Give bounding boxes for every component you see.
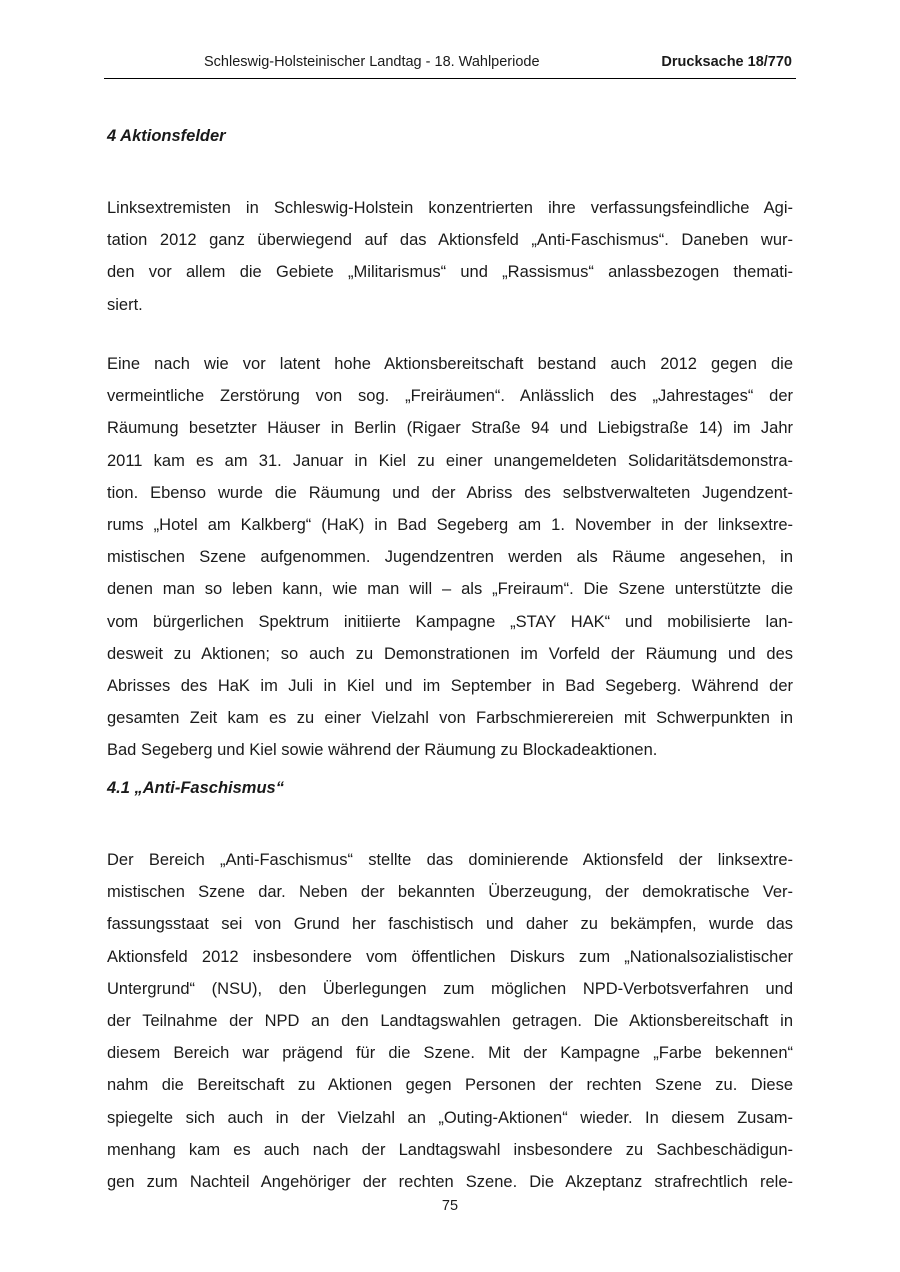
paragraph-line: Der Bereich „Anti-Faschismus“ stellte das dominierende Aktionsfeld der linksextre- — [107, 851, 793, 869]
paragraph-line: mistischen Szene aufgenommen. Jugendzentren werden als Räume angesehen, in — [107, 548, 793, 567]
page-header — [104, 52, 796, 79]
page-number: 75 — [441, 1198, 459, 1214]
paragraph-line: Abrisses des HaK im Juli in Kiel und im September in Bad Segeberg. Während der — [107, 677, 793, 696]
paragraph-line: gesamten Zeit kam es zu einer Vielzahl von Farbschmierereien mit Schwerpunkten in — [107, 709, 793, 728]
paragraph-line: tion. Ebenso wurde die Räumung und der Abriss des selbstverwalteten Jugendzent- — [107, 483, 793, 502]
paragraph-line: Linksextremisten in Schleswig-Holstein konzentrierten ihre verfassungsfeindliche Agi- — [107, 199, 793, 217]
paragraph-line: Eine nach wie vor latent hohe Aktionsbereitschaft bestand auch 2012 gegen die — [107, 355, 793, 373]
paragraph-line: nahm die Bereitschaft zu Aktionen gegen Personen der rechten Szene zu. Diese — [107, 1076, 793, 1095]
paragraph-line: denen man so leben kann, wie man will – als „Freiraum“. Die Szene unterstützte die — [107, 580, 793, 599]
paragraph-line: der Teilnahme der NPD an den Landtagswahlen getragen. Die Aktionsbereitschaft in — [107, 1012, 793, 1031]
header-title: Schleswig-Holsteinischer Landtag - 18. Wahlperiode — [204, 54, 540, 70]
paragraph-3 — [107, 844, 793, 1198]
paragraph-line: Räumung besetzter Häuser in Berlin (Rigaer Straße 94 und Liebigstraße 14) im Jahr — [107, 419, 793, 438]
paragraph-line: diesem Bereich war prägend für die Szene. Mit der Kampagne „Farbe bekennen“ — [107, 1044, 793, 1063]
section-heading: 4 Aktionsfelder — [107, 127, 226, 145]
paragraph-line: rums „Hotel am Kalkberg“ (HaK) in Bad Segeberg am 1. November in der linksextre- — [107, 516, 793, 535]
paragraph-line: fassungsstaat sei von Grund her faschistisch und daher zu bekämpfen, wurde das — [107, 915, 793, 934]
paragraph-line: vermeintliche Zerstörung von sog. „Freiräumen“. Anlässlich des „Jahrestages“ der — [107, 387, 793, 406]
paragraph-line: 2011 kam es am 31. Januar in Kiel zu einer unangemeldeten Solidaritätsdemonstra- — [107, 451, 793, 470]
paragraph-line: tation 2012 ganz überwiegend auf das Aktionsfeld „Anti-Faschismus“. Daneben wur- — [107, 231, 793, 250]
paragraph-line: menhang kam es auch nach der Landtagswahl insbesondere zu Sachbeschädigun- — [107, 1140, 793, 1159]
paragraph-line: Untergrund“ (NSU), den Überlegungen zum möglichen NPD-Verbotsverfahren und — [107, 979, 793, 998]
subsection-heading: 4.1 „Anti-Faschismus“ — [107, 779, 284, 797]
paragraph-line: spiegelte sich auch in der Vielzahl an „Outing-Aktionen“ wieder. In diesem Zusam- — [107, 1108, 793, 1127]
paragraph-line: desweit zu Aktionen; so auch zu Demonstrationen im Vorfeld der Räumung und des — [107, 644, 793, 663]
paragraph-line: gen zum Nachteil Angehöriger der rechten Szene. Die Akzeptanz strafrechtlich rele- — [107, 1173, 793, 1192]
paragraph-1 — [107, 192, 793, 321]
paragraph-line: mistischen Szene dar. Neben der bekannten Überzeugung, der demokratische Ver- — [107, 883, 793, 902]
paragraph-line: siert. — [107, 295, 143, 314]
paragraph-2 — [107, 348, 793, 767]
paragraph-line: Aktionsfeld 2012 insbesondere vom öffentlichen Diskurs zum „Nationalsozialistischer — [107, 947, 793, 966]
paragraph-line: vom bürgerlichen Spektrum initiierte Kampagne „STAY HAK“ und mobilisierte lan- — [107, 612, 793, 631]
paragraph-line: den vor allem die Gebiete „Militarismus“ und „Rassismus“ anlassbezogen themati- — [107, 263, 793, 282]
header-document-number: Drucksache 18/770 — [661, 54, 792, 70]
paragraph-line: Bad Segeberg und Kiel sowie während der Räumung zu Blockadeaktionen. — [107, 741, 658, 760]
